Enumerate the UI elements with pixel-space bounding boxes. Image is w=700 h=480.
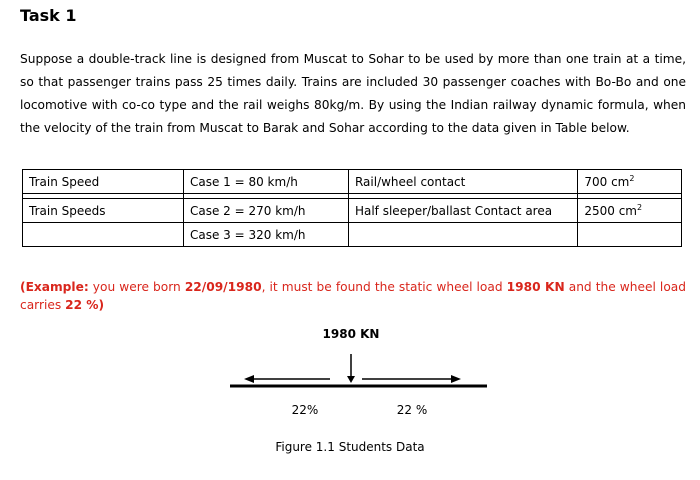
intro-paragraph: Suppose a double-track line is designed from Muscat to Sohar to be used by more than one train at a time, so that passenger trains pass 25 times daily. Trains are included 30 passenger coaches with Bo-Bo and one locomotive with co-co type and the rail weighs 80kg/m. By using the Indian railway dynamic formula, when the velocity of the train from Muscat to Barak and Sohar according to the data given in Table below. — [20, 52, 686, 135]
table-cell — [348, 223, 577, 247]
table-row — [23, 199, 682, 223]
example-percent: 22 %) — [65, 298, 105, 312]
example-text: , it must be found the static wheel load — [261, 280, 507, 294]
example-date: 22/09/1980 — [184, 280, 262, 294]
area-value: 700 cm — [584, 175, 630, 189]
table-cell: Case 3 = 320 km/h — [183, 223, 348, 247]
load-label: 1980 KN — [322, 327, 380, 341]
example-load: 1980 KN — [506, 280, 565, 294]
example-label: (Example: — [20, 280, 89, 294]
task-title: Task 1 — [20, 6, 77, 25]
load-arrowhead — [347, 376, 355, 383]
table-cell: Case 1 = 80 km/h — [183, 170, 348, 194]
unit-exponent: 2 — [637, 203, 643, 212]
figure-caption: Figure 1.1 Students Data — [275, 440, 425, 454]
left-arrowhead — [244, 375, 254, 383]
table-cell: Rail/wheel contact — [348, 170, 577, 194]
table-cell: Case 2 = 270 km/h — [183, 199, 348, 223]
table-cell: Half sleeper/ballast Contact area — [348, 199, 577, 223]
left-percent: 22% — [291, 403, 319, 417]
table-row — [23, 223, 682, 247]
unit-exponent: 2 — [629, 174, 635, 183]
table-cell: Train Speeds — [23, 199, 184, 223]
table-cell — [23, 223, 184, 247]
table-cell — [578, 223, 682, 247]
example-text: and the wheel load carries — [20, 280, 686, 312]
right-arrowhead — [451, 375, 461, 383]
load-diagram — [0, 320, 700, 480]
data-table — [22, 169, 682, 247]
example-note — [20, 278, 686, 314]
table-cell — [578, 199, 682, 223]
example-text: you were born — [88, 280, 185, 294]
table-cell: Train Speed — [23, 170, 184, 194]
table-row — [23, 170, 682, 194]
area-value: 2500 cm — [584, 204, 637, 218]
table-cell — [578, 170, 682, 194]
right-percent: 22 % — [396, 403, 428, 417]
